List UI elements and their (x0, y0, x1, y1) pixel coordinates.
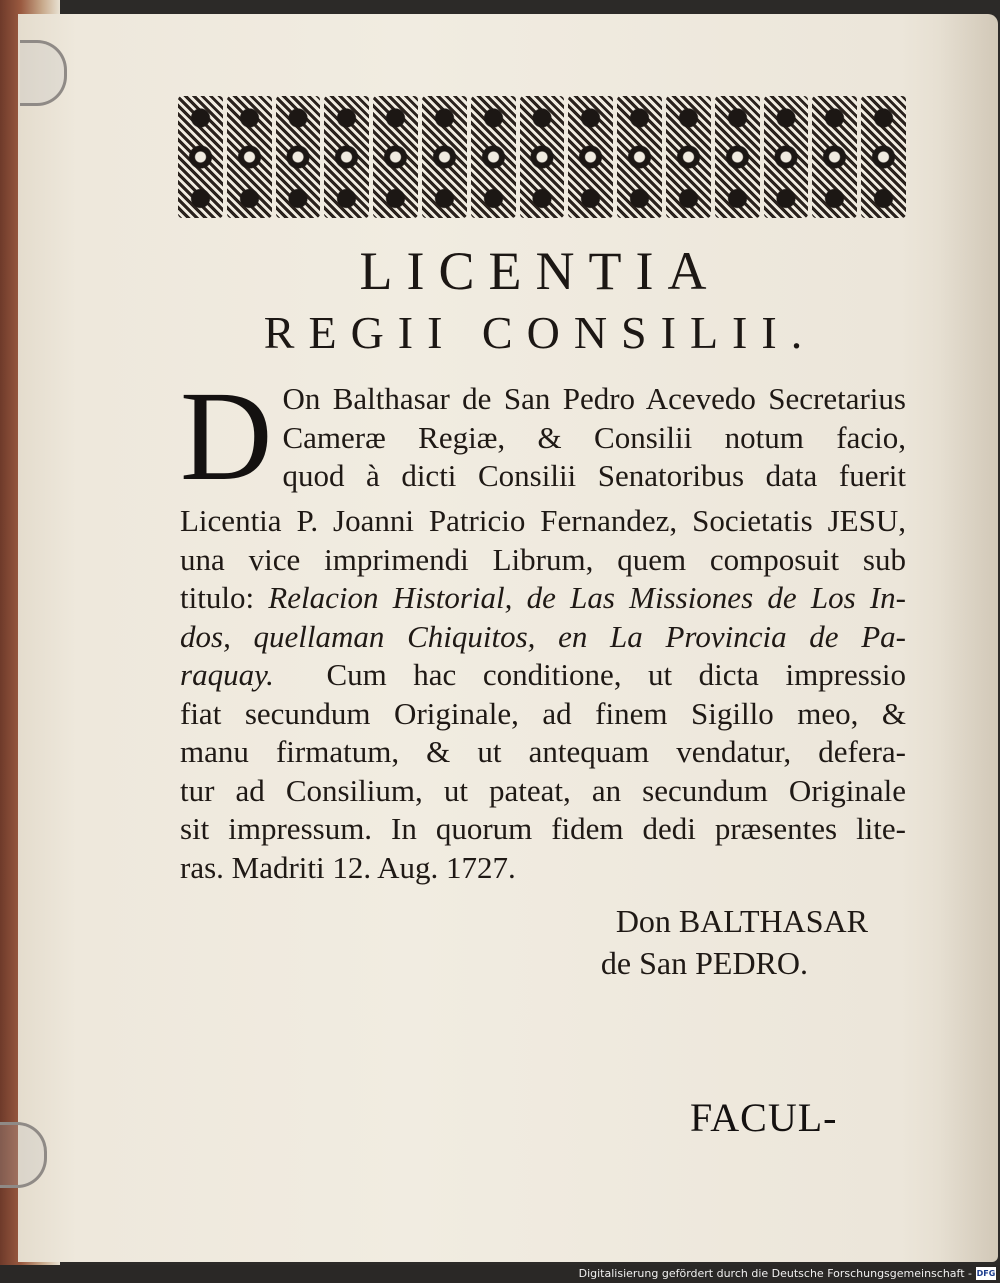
text-line (180, 656, 906, 695)
floral-ornament (861, 96, 906, 218)
floral-ornament (812, 96, 857, 218)
floral-ornament (666, 96, 711, 218)
text-line: quod à dicti Consilii Senatoribus data fuerit (282, 458, 906, 493)
funding-note: Digitalisierung gefördert durch die Deutsche Forschungsgemeinschaft - (578, 1267, 972, 1280)
text-line: tur ad Consilium, ut pateat, an secundum Originale (180, 772, 906, 808)
book-title-italic: dos, quellaman Chiquitos, en La Provincia de Pa- (180, 618, 906, 654)
page-title-line-1: LICENTIA (359, 241, 721, 301)
book-title-italic: raquay. (180, 657, 274, 692)
text-line: Cameræ Regiæ, & Consilii notum facio, (282, 419, 906, 455)
floral-ornament (373, 96, 418, 218)
floral-ornament (324, 96, 369, 218)
text-line: fiat secundum Originale, ad finem Sigillo meo, & (180, 695, 906, 731)
text-line: una vice imprimendi Librum, quem composuit sub (180, 541, 906, 577)
date-line: ras. Madriti 12. Aug. 1727. (180, 849, 516, 885)
drop-cap: D (180, 365, 273, 507)
floral-ornament (227, 96, 272, 218)
floral-ornament (471, 96, 516, 218)
text-line: sit impressum. In quorum fidem dedi præsentes lite- (180, 811, 906, 846)
text-line (180, 618, 906, 657)
text-line: On Balthasar de San Pedro Acevedo Secretarius (282, 381, 906, 416)
ornamental-headpiece (178, 96, 906, 218)
catchword: FACUL- (690, 1095, 838, 1140)
text-line: Licentia P. Joanni Patricio Fernandez, Societatis JESU, (180, 503, 906, 538)
floral-ornament (178, 96, 223, 218)
signature-block (480, 900, 900, 984)
floral-ornament (422, 96, 467, 218)
text-fragment: titulo: (180, 580, 255, 615)
dfg-logo: DFG (976, 1269, 996, 1278)
book-title-italic: Relacion Historial, de Las Missiones de Los In- (268, 580, 906, 615)
floral-ornament (617, 96, 662, 218)
signature-name: Don BALTHASAR (615, 903, 868, 939)
floral-ornament (764, 96, 809, 218)
floral-ornament (568, 96, 613, 218)
license-text (180, 365, 907, 887)
floral-ornament (715, 96, 760, 218)
page-title-line-2: REGII CONSILII. (263, 307, 817, 358)
floral-ornament (520, 96, 565, 218)
floral-ornament (276, 96, 321, 218)
text-line: manu firmatum, & ut antequam vendatur, defera- (180, 734, 906, 769)
signature-surname: de San PEDRO. (600, 945, 808, 981)
text-line (180, 579, 906, 618)
text-fragment: Cum hac conditione, ut dicta impressio (326, 657, 907, 692)
page-curl-shadow (938, 14, 998, 1262)
